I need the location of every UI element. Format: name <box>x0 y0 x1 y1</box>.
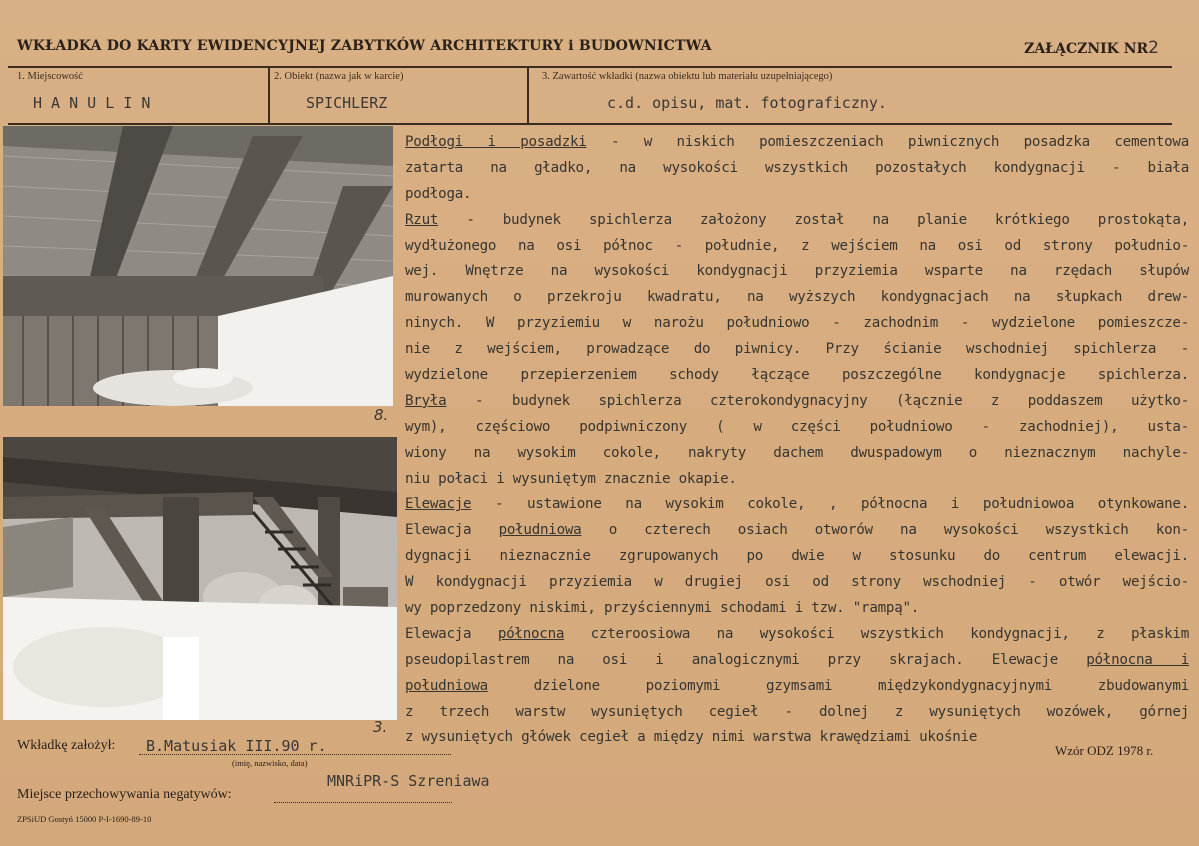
storage-label: Miejsce przechowywania negatywów: <box>17 787 232 802</box>
fields-bottom-rule <box>8 123 1172 125</box>
line-text: pseudopilastrem na osi i analogicznymi przy skrajach. Elewacje <box>405 651 1087 668</box>
line-text: z trzech warstw wysuniętych cegieł - dolnej z wysuniętych wozówek, górnej <box>405 703 1189 720</box>
description-line <box>405 596 1189 622</box>
description-line <box>405 234 1189 260</box>
line-text: podłoga. <box>405 185 472 202</box>
field-locality-label: 1. Miejscowość <box>17 71 83 82</box>
line-text: wydłużonego na osi północ - południe, z wejściem na osi od strony południo- <box>405 237 1189 254</box>
description-line <box>405 441 1189 467</box>
underlined-heading: Elewacje <box>405 496 472 513</box>
description-line <box>405 182 1189 208</box>
description-line <box>405 337 1189 363</box>
line-text: - budynek spichlerza czterokondygnacyjny (łącznie z poddaszem użytko- <box>446 392 1189 409</box>
line-text: Elewacja <box>405 625 498 642</box>
description-line <box>405 285 1189 311</box>
field-object-value: SPICHLERZ <box>306 94 388 112</box>
description-line <box>405 389 1189 415</box>
underlined-heading: Rzut <box>405 211 439 228</box>
line-text: dzielone poziomymi gzymsami międzykondygnacyjnymi zbudowanymi <box>487 677 1189 694</box>
line-text: W kondygnacji przyziemia w drugiej osi od strony wschodniej - otwór wejścio- <box>405 574 1189 591</box>
card-title: WKŁADKA DO KARTY EWIDENCYJNEJ ZABYTKÓW ARCHITEKTURY i BUDOWNICTWA <box>17 38 712 54</box>
description-line <box>405 415 1189 441</box>
line-text: zatarta na gładko, na wysokości wszystkich pozostałych kondygnacji - biała <box>405 159 1189 176</box>
line-text: - w niskich pomieszczeniach piwnicznych posadzka cementowa <box>586 134 1189 150</box>
annex-number: 2 <box>1148 38 1159 58</box>
line-text: z wysuniętych główek cegieł a między nimi warstwa krawędziami ukośnie <box>405 729 978 746</box>
line-text: wym), częściowo podpiwniczony ( w części południowo - zachodniej), usta- <box>405 418 1189 435</box>
author-hint: (imię, nazwisko, data) <box>232 758 308 768</box>
annex-label <box>1024 38 1159 58</box>
field-contents-value: c.d. opisu, mat. fotograficzny. <box>607 94 887 112</box>
description-line <box>405 622 1189 648</box>
underlined-heading: Bryła <box>405 392 447 409</box>
line-text: wiony na wysokim cokole, nakryty dachem dwuspadowym o nieznacznym nachyle- <box>405 444 1189 461</box>
form-reference: Wzór ODZ 1978 r. <box>1055 743 1154 758</box>
line-text: o czterech osiach otworów na wysokości wszystkich kon- <box>581 522 1189 539</box>
line-text: murowanych o przekroju kwadratu, na wyższych kondygnacjach na słupkach drew- <box>405 289 1189 306</box>
photo-attic-image <box>3 126 393 406</box>
field-object-label: 2. Obiekt (nazwa jak w karcie) <box>274 71 404 82</box>
description-line <box>405 467 1189 493</box>
author-label: Wkładkę założył: <box>17 738 116 753</box>
description-line <box>405 130 1189 156</box>
description-body <box>405 130 1189 751</box>
line-text: - ustawione na wysokim cokole, , północna i południowoa otynkowane. <box>471 496 1189 513</box>
description-line <box>405 363 1189 389</box>
line-text: wej. Wnętrze na wysokości kondygnacji przyziemia wsparte na rzędach słupów <box>405 263 1189 280</box>
underlined-heading: Podłogi i posadzki <box>405 134 587 150</box>
line-text: Elewacja <box>405 522 499 539</box>
description-line <box>405 544 1189 570</box>
line-text: dygnacji nieznacznie zgrupowanych po dwie w stosunku do centrum elewacji. <box>405 548 1189 565</box>
description-line <box>405 492 1189 518</box>
field-locality-value: H A N U L I N <box>33 94 151 112</box>
line-text: czteroosiowa na wysokości wszystkich kondygnacji, z płaskim <box>564 625 1190 642</box>
line-text: wy poprzedzony niskimi, przyściennymi schodami i tzw. "rampą". <box>405 600 920 617</box>
description-line <box>405 156 1189 182</box>
underlined-heading: północna <box>497 625 565 642</box>
description-line <box>405 700 1189 726</box>
description-line <box>405 674 1189 700</box>
field-divider-1 <box>268 67 270 124</box>
author-value: B.Matusiak III.90 r. <box>146 737 327 755</box>
line-text: wydzielone przepierzeniem schody łączące poszczególne kondygnacje spichlerza. <box>405 367 1189 384</box>
underlined-heading: północna i <box>1086 651 1189 668</box>
underlined-heading: południowa <box>405 677 488 694</box>
description-line <box>405 259 1189 285</box>
storage-value: MNRiPR-S Szreniawa <box>327 772 490 790</box>
field-divider-2 <box>527 67 529 124</box>
line-text: niu połaci i wysuniętym znacznie okapie. <box>405 470 737 487</box>
printer-imprint: ZPSiUD Gostyń 15000 P-I-1690-89-10 <box>17 814 152 824</box>
photo-attic-rafters <box>3 126 393 406</box>
underlined-heading: południowa <box>498 522 582 539</box>
header-rule <box>8 66 1172 68</box>
annex-label-text: ZAŁĄCZNIK NR <box>1024 41 1149 57</box>
line-text: ninych. W przyziemiu w narożu południowo - zachodnim - wydzielone pomieszcze- <box>405 315 1189 332</box>
line-text: - budynek spichlerza założony został na planie krótkiego prostokąta, <box>438 211 1189 228</box>
photo-bottom-number: 3. <box>373 718 388 736</box>
storage-dotted-line <box>274 802 452 803</box>
description-line <box>405 518 1189 544</box>
photo-ground-image <box>3 437 397 720</box>
photo-ground-floor <box>3 437 397 720</box>
description-line <box>405 311 1189 337</box>
description-line <box>405 208 1189 234</box>
description-line <box>405 570 1189 596</box>
field-contents-label: 3. Zawartość wkładki (nazwa obiektu lub materiału uzupełniającego) <box>542 71 833 82</box>
photo-top-number: 8. <box>374 406 389 424</box>
line-text: nie z wejściem, prowadzące do piwnicy. Przy ścianie wschodniej spichlerza - <box>405 341 1189 358</box>
description-line <box>405 648 1189 674</box>
